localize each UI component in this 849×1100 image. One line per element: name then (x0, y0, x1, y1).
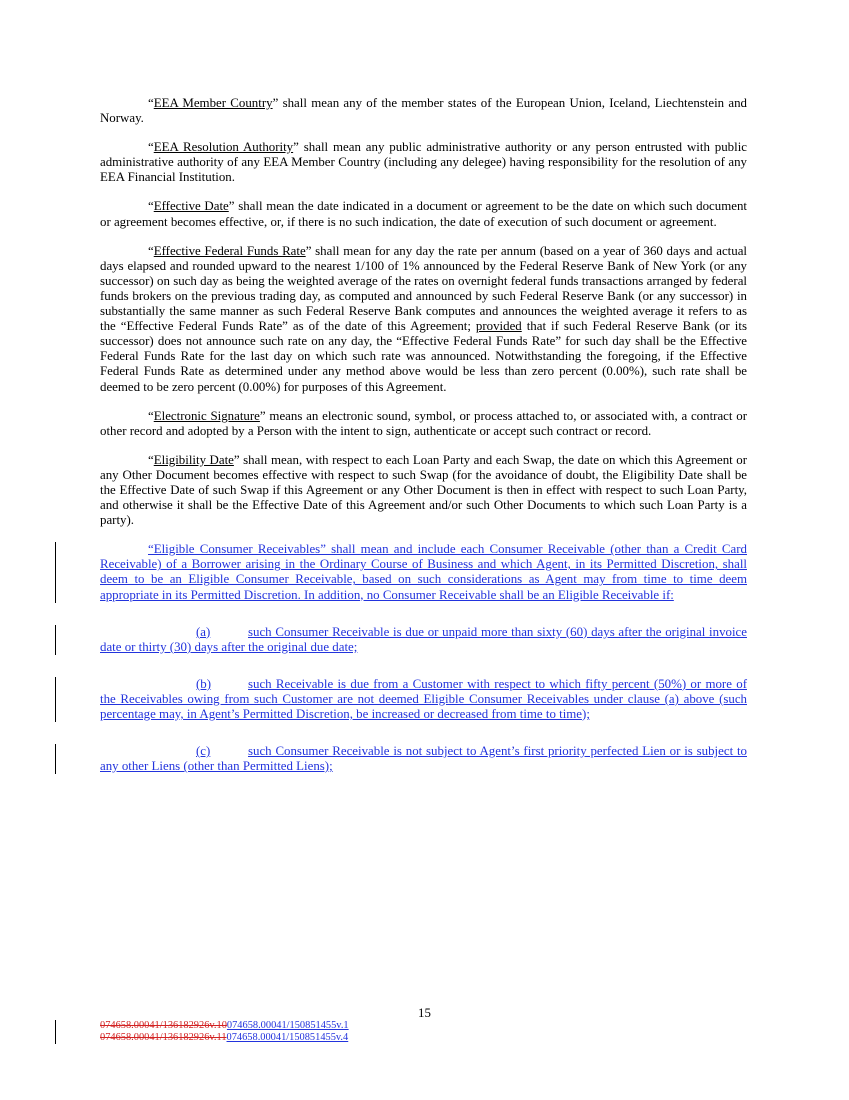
change-bar (55, 542, 56, 602)
definition-text-continued: that if such Federal Reserve Bank (or its successor) does not announce such rate on any day, the “Effective Federal Funds Rate” for such day shall be the Effective Federal Funds Rate for the last day on which such rate was announced. Notwithstanding the foregoing, if the Effective Federal Funds Rate as determined under any method above would be less than zero percent (0.00%), such rate shall be deemed to be zero percent (0.00%) for purposes of this Agreement. (100, 319, 747, 394)
inserted-eligible-consumer-receivables (100, 542, 747, 602)
change-bar (55, 1020, 56, 1044)
definition-text: means an electronic sound, symbol, or process attached to, or associated with, a contract or other record and adopted by a Person with the intent to sign, authenticate or accept such contract or record. (100, 408, 747, 438)
definition-text: shall mean, with respect to each Loan Party and each Swap, the date on which this Agreement or any Other Document becomes effective with respect to such Swap (for the avoidance of doubt, the Eligibility Date shall be the Effective Date of such Swap if this Agreement or any Other Document is then in effect with respect to such Loan Party, and otherwise it shall be the Effective Date of this Agreement and/or such Other Documents to which such Loan Party is a party). (100, 452, 748, 528)
definition-text: shall mean the date indicated in a document or agreement to be the date on which such document or agreement becomes effective, or, if there is no such indication, the date of execution of such document or agreement. (100, 199, 747, 229)
inserted-clause-c (100, 744, 747, 774)
definition-text: shall mean any public administrative authority or any person entrusted with public administrative authority of any EEA Member Country (including any delegee) having responsibility for the resolution of any EEA Financial Institution. (100, 140, 747, 185)
change-bar (55, 625, 56, 655)
clause-label: (c) (196, 744, 211, 759)
clause-text: such Receivable is due from a Customer with respect to which fifty percent (50%) or more of the Receivables owing from such Customer are not deemed Eligible Consumer Receivables under clause (a) above (such percentage may, in Agent’s Permitted Discretion, be increased or decreased from time to time); (100, 676, 747, 721)
defined-term: EEA Resolution Authority (153, 140, 294, 155)
defined-term: Effective Date (153, 199, 229, 214)
clause-label: (a) (196, 624, 211, 639)
defined-term: Eligibility Date (153, 452, 234, 467)
document-footer (100, 1020, 349, 1044)
clause-text: such Consumer Receivable is due or unpaid more than sixty (60) days after the original invoice date or thirty (30) days after the original due date; (100, 624, 747, 654)
inserted-doc-id: 074658.00041/150851455v.4 (226, 1032, 349, 1043)
deleted-doc-id: 074658.00041/136182926v.11 (100, 1032, 227, 1043)
inserted-clause-a (100, 625, 747, 655)
footer-line-2 (100, 1032, 349, 1044)
definition-electronic-signature: “Electronic Signature” means an electronic sound, symbol, or process attached to, or associated with, a contract or other record and adopted by a Person with the intent to sign, authenticate or accept such contract or record. (100, 408, 747, 438)
defined-term: EEA Member Country (153, 96, 273, 110)
definition-effective-federal-funds-rate: “Effective Federal Funds Rate” shall mean for any day the rate per annum (based on a year of 360 days and actual days elapsed and rounded upward to the nearest 1/100 of 1% announced by the Federal Reserve Bank of New York (or any successor) on such day as being the weighted average of the rates on overnight federal funds transactions arranged by federal funds brokers on the previous trading day, as computed and announced by such Federal Reserve Bank (or any successor) in substantially the same manner as such Federal Reserve Bank computes and announces the weighted average it refers to as the “Effective Federal Funds Rate” as of the date of this Agreement; provided that if such Federal Reserve Bank (or its successor) does not announce such rate on any day, the “Effective Federal Funds Rate” for such day shall be the Effective Federal Funds Rate for the last day on which such rate was announced. Notwithstanding the foregoing, if the Effective Federal Funds Rate as determined under any method above would be less than zero percent (0.00%), such rate shall be deemed to be zero percent (0.00%) for purposes of this Agreement. (100, 243, 747, 394)
defined-term: Effective Federal Funds Rate (153, 243, 306, 258)
definition-effective-date: “Effective Date” shall mean the date indicated in a document or agreement to be the date on which such document or agreement becomes effective, or, if there is no such indication, the date of execution of such document or agreement. (100, 199, 747, 229)
document-page (100, 96, 747, 788)
inserted-clause-b (100, 677, 747, 722)
definition-eea-member-country: “EEA Member Country” shall mean any of the member states of the European Union, Iceland, Liechtenstein and Norway. (100, 96, 747, 126)
definition-eea-resolution-authority: “EEA Resolution Authority” shall mean any public administrative authority or any person entrusted with public administrative authority of any EEA Member Country (including any delegee) having responsibility for the resolution of any EEA Financial Institution. (100, 140, 747, 185)
definition-text: shall mean any of the member states of the European Union, Iceland, Liechtenstein and Norway. (100, 96, 747, 126)
provided-term: provided (475, 319, 522, 334)
clause-label: (b) (196, 676, 212, 691)
change-bar (55, 677, 56, 722)
definition-text: shall mean for any day the rate per annum (based on a year of 360 days and actual days elapsed and rounded upward to the nearest 1/100 of 1% announced by the Federal Reserve Bank of New York (or any successor) on such day as being the weighted average of the rates on overnight federal funds transactions arranged by federal funds brokers on the previous trading day, as computed and announced by such Federal Reserve Bank (or any successor) in substantially the same manner as such Federal Reserve Bank computes and announces the weighted average it refers to as the “Effective Federal Funds Rate” as of the date of this Agreement; (100, 243, 747, 334)
footer-line-1 (100, 1020, 349, 1032)
change-bar (55, 744, 56, 774)
defined-term: Electronic Signature (153, 408, 260, 423)
inserted-doc-id: 074658.00041/150851455v.1 (226, 1020, 349, 1031)
deleted-doc-id: 074658.00041/136182926v.10 (100, 1020, 227, 1031)
clause-text: such Consumer Receivable is not subject to Agent’s first priority perfected Lien or is subject to any other Liens (other than Permitted Liens); (100, 744, 747, 774)
definition-eligibility-date: “Eligibility Date” shall mean, with respect to each Loan Party and each Swap, the date on which this Agreement or any Other Document becomes effective with respect to such Swap (for the avoidance of doubt, the Eligibility Date shall be the Effective Date of such Swap if this Agreement or any Other Document is then in effect with respect to such Loan Party, and otherwise it shall be the Effective Date of this Agreement and/or such Other Documents to which such Loan Party is a party). (100, 452, 748, 528)
inserted-text: “Eligible Consumer Receivables” shall mean and include each Consumer Receivable (other than a Credit Card Receivable) of a Borrower arising in the Ordinary Course of Business and which Agent, in its Permitted Discretion, shall deem to be an Eligible Consumer Receivable, based on such considerations as Agent may from time to time deem appropriate in its Permitted Discretion. In addition, no Consumer Receivable shall be an Eligible Receivable if: (100, 542, 747, 602)
page-number: 15 (418, 1006, 431, 1020)
